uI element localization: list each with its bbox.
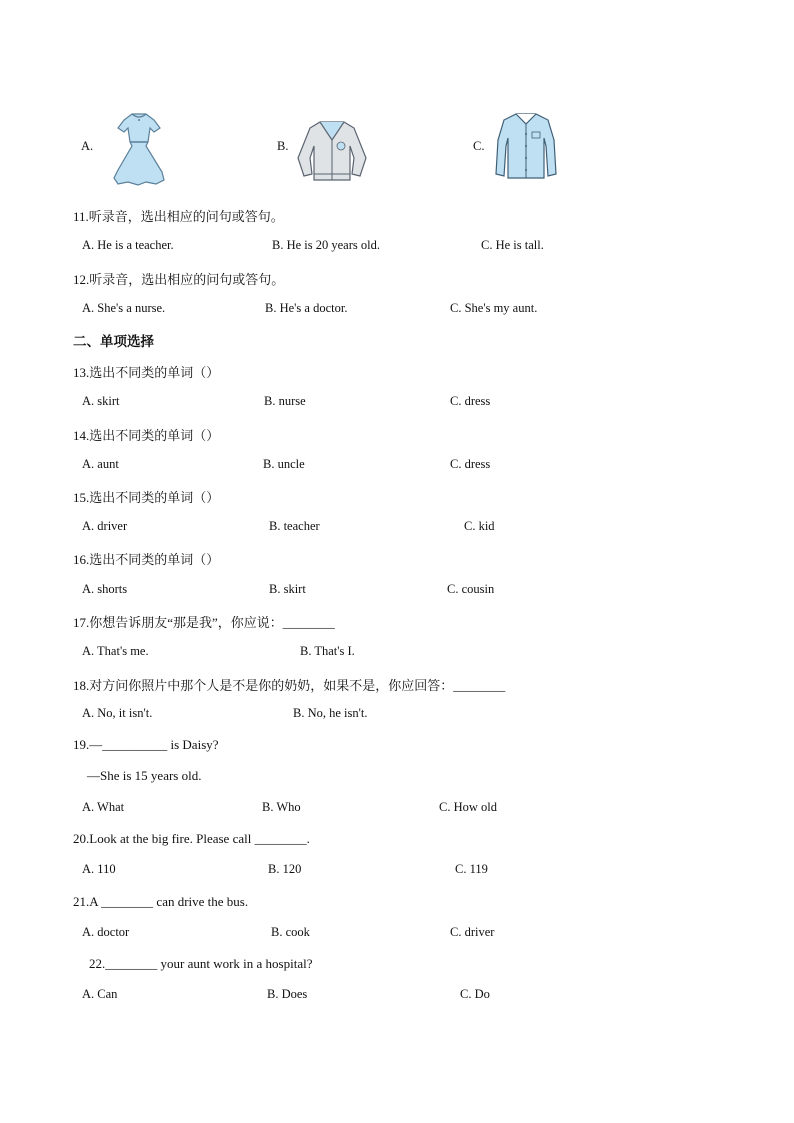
question-11-text: 11.听录音，选出相应的问句或答句。: [73, 209, 284, 224]
q10-option-a-letter: A.: [81, 139, 94, 153]
q22-option-a[interactable]: A. Can: [82, 987, 118, 1001]
q20-option-c[interactable]: C. 119: [455, 862, 488, 876]
question-19-answer-line: —She is 15 years old.: [87, 768, 202, 783]
question-18-text: 18.对方问你照片中那个人是不是你的奶奶，如果不是，你应回答：________: [73, 678, 506, 693]
q17-option-a[interactable]: A. That's me.: [82, 644, 149, 658]
question-22-text: 22.________ your aunt work in a hospital?: [89, 956, 313, 971]
question-14-text: 14.选出不同类的单词（）: [73, 428, 220, 443]
question-21-text: 21.A ________ can drive the bus.: [73, 894, 249, 909]
question-13-text: 13.选出不同类的单词（）: [73, 365, 220, 380]
q13-option-a[interactable]: A. skirt: [82, 394, 120, 408]
question-19-text: 19.—__________ is Daisy?: [73, 737, 219, 752]
q19-option-a[interactable]: A. What: [82, 800, 125, 814]
q12-option-b[interactable]: B. He's a doctor.: [265, 301, 348, 315]
q15-option-a[interactable]: A. driver: [82, 519, 128, 533]
dress-icon: [110, 108, 168, 188]
q19-option-c[interactable]: C. How old: [439, 800, 497, 814]
q16-option-b[interactable]: B. skirt: [269, 582, 306, 596]
section-2-title: 二、单项选择: [73, 334, 154, 349]
q14-option-b[interactable]: B. uncle: [263, 457, 305, 471]
q15-option-b[interactable]: B. teacher: [269, 519, 320, 533]
q10-option-b-letter: B.: [277, 139, 289, 153]
question-12-text: 12.听录音，选出相应的问句或答句。: [73, 272, 285, 287]
q15-option-c[interactable]: C. kid: [464, 519, 495, 533]
q20-option-a[interactable]: A. 110: [82, 862, 116, 876]
q18-option-a[interactable]: A. No, it isn't.: [82, 706, 153, 720]
q10-option-c-letter: C.: [473, 139, 485, 153]
q18-option-b[interactable]: B. No, he isn't.: [293, 706, 368, 720]
q16-option-a[interactable]: A. shorts: [82, 582, 128, 596]
q22-option-c[interactable]: C. Do: [460, 987, 490, 1001]
q16-option-c[interactable]: C. cousin: [447, 582, 495, 596]
q11-option-a[interactable]: A. He is a teacher.: [82, 238, 174, 252]
q21-option-c[interactable]: C. driver: [450, 925, 495, 939]
q17-option-b[interactable]: B. That's I.: [300, 644, 355, 658]
q11-option-b[interactable]: B. He is 20 years old.: [272, 238, 380, 252]
q14-option-a[interactable]: A. aunt: [82, 457, 119, 471]
q21-option-b[interactable]: B. cook: [271, 925, 310, 939]
q12-option-c[interactable]: C. She's my aunt.: [450, 301, 538, 315]
q20-option-b[interactable]: B. 120: [268, 862, 302, 876]
question-20-text: 20.Look at the big fire. Please call ________.: [73, 831, 310, 846]
shirt-icon: [492, 110, 560, 182]
q13-option-c[interactable]: C. dress: [450, 394, 491, 408]
q22-option-b[interactable]: B. Does: [267, 987, 308, 1001]
jacket-icon: [296, 118, 368, 184]
q13-option-b[interactable]: B. nurse: [264, 394, 306, 408]
q14-option-c[interactable]: C. dress: [450, 457, 491, 471]
q12-option-a[interactable]: A. She's a nurse.: [82, 301, 166, 315]
q19-option-b[interactable]: B. Who: [262, 800, 301, 814]
question-15-text: 15.选出不同类的单词（）: [73, 490, 220, 505]
question-17-text: 17.你想告诉朋友“那是我”，你应说：________: [73, 615, 335, 630]
q21-option-a[interactable]: A. doctor: [82, 925, 130, 939]
question-16-text: 16.选出不同类的单词（）: [73, 552, 220, 567]
q11-option-c[interactable]: C. He is tall.: [481, 238, 544, 252]
